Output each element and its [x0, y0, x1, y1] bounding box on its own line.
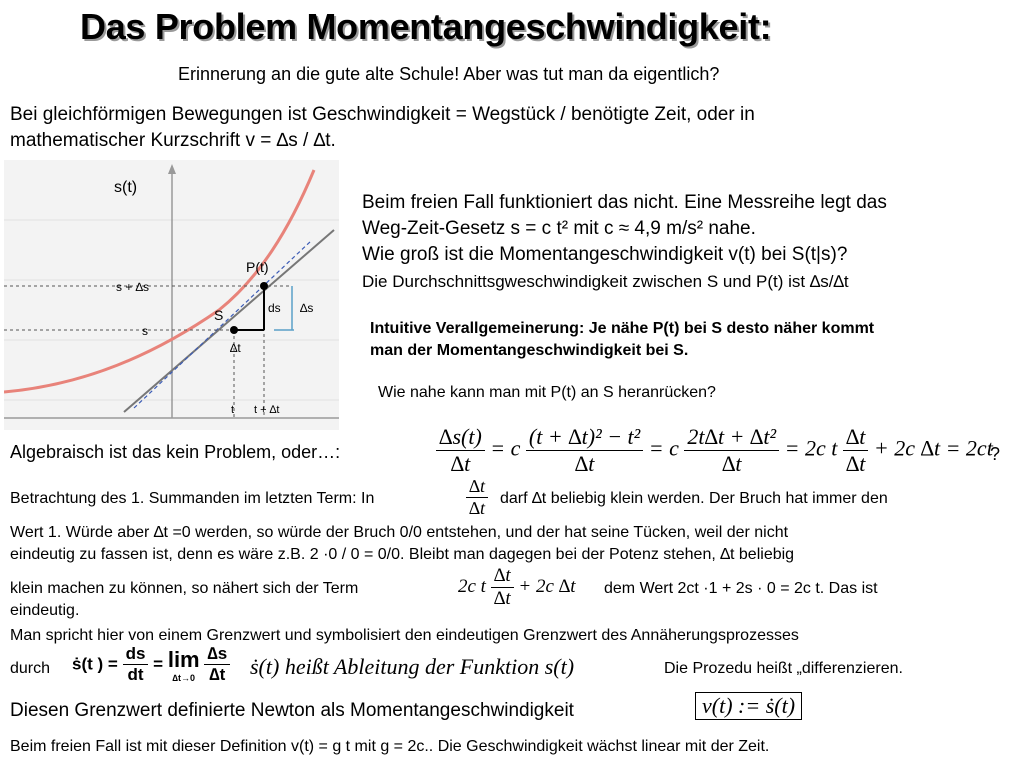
- summand-post: darf ∆t beliebig klein werden. Der Bruch hat immer den: [500, 490, 888, 507]
- graph-ylabel: s(t): [114, 179, 138, 196]
- subtitle: Erinnerung an die gute alte Schule! Aber was tut man da eigentlich?: [178, 64, 720, 84]
- graph-label-ds: ds: [268, 301, 281, 315]
- graph-label-delta-s: ∆s: [300, 301, 314, 315]
- algebra-equation: $\frac{\Delta s(t)}{\Delta t}$ = c $\frac{\text{(t + ∆t)² − t²}}{\Delta t}$ = c $\frac{\text{2t∆t + ∆t²}}{\Delta t}$ = 2c t $\frac{\Delta t}{\Delta t}$ + 2c ∆t = 2ct: [436, 424, 993, 477]
- intro-line-2: mathematischer Kurzschrift v = ∆s / ∆t.: [10, 130, 336, 151]
- algebra-question-mark: ?: [990, 444, 1001, 464]
- algebra-lead: Algebraisch ist das kein Problem, oder…:: [10, 442, 341, 462]
- graph-point-P-label: P(t): [246, 259, 269, 275]
- graph-label-dt: ∆t: [230, 341, 241, 355]
- graph-label-t: t: [231, 404, 235, 416]
- summand-pre: Betrachtung des 1. Summanden im letzten Term: In: [10, 490, 375, 507]
- question-text: Wie nahe kann man mit P(t) an S heranrücken?: [378, 384, 716, 401]
- limit-line-1: Man spricht hier von einem Grenzwert und symbolisiert den eindeutigen Grenzwert des Annäherungsprozesses: [10, 627, 799, 644]
- limit-durch: durch: [10, 660, 51, 677]
- final-statement: Beim freien Fall ist mit dieser Definition v(t) = g t mit g = 2c.. Die Geschwindigkeit wächst linear mit der Zeit.: [10, 738, 770, 755]
- para2-pre: klein machen zu können, so nähert sich der Term: [10, 580, 359, 597]
- graph-label-s-plus-ds: s + ∆s: [116, 280, 150, 294]
- newton-definition-box: v(t) := ṡ(t): [695, 692, 802, 720]
- page-title: Das Problem Momentangeschwindigkeit:: [80, 6, 772, 47]
- intuitive-line-2: man der Momentangeschwindigkeit bei S.: [370, 342, 689, 359]
- limit-heisst: ṡ(t) heißt Ableitung der Funktion s(t): [250, 654, 575, 679]
- intro-line-1: Bei gleichförmigen Bewegungen ist Geschwindigkeit = Wegstück / benötigte Zeit, oder in: [10, 104, 755, 125]
- freefall-line-4: Die Durchschnittsgweschwindigkeit zwischen S und P(t) ist ∆s/∆t: [362, 272, 849, 291]
- point-S: [230, 326, 238, 334]
- para2-term: 2c t $\frac{\Delta t}{\Delta t}$ + 2c ∆t: [458, 565, 576, 609]
- para1-line-2: eindeutig zu fassen ist, denn es wäre z.B. 2 ·0 / 0 = 0/0. Bleibt man dagegen bei der Potenz stehen, ∆t beliebig: [10, 546, 795, 563]
- freefall-line-2: Weg-Zeit-Gesetz s = c t² mit c ≈ 4,9 m/s² nahe.: [362, 218, 756, 239]
- graph-label-s: s: [142, 324, 148, 338]
- graph-point-S-label: S: [214, 307, 224, 323]
- motion-graph: [4, 160, 339, 430]
- point-P: [260, 282, 268, 290]
- freefall-line-1: Beim freien Fall funktioniert das nicht. Eine Messreihe legt das: [362, 192, 887, 213]
- summand-fraction: $\frac{\Delta t}{\Delta t}$: [466, 476, 488, 519]
- para2-line-2: eindeutig.: [10, 602, 80, 619]
- freefall-line-3: Wie groß ist die Momentangeschwindigkeit v(t) bei S(t|s)?: [362, 244, 848, 265]
- para1-line-1: Wert 1. Würde aber ∆t =0 werden, so würde der Bruch 0/0 entstehen, und der hat seine Tücken, weil der nicht: [10, 524, 789, 541]
- limit-procedure: Die Prozedu heißt „differenzieren.: [664, 660, 903, 677]
- para2-post: dem Wert 2ct ·1 + 2s · 0 = 2c t. Das ist: [604, 580, 878, 597]
- newton-text: Diesen Grenzwert definierte Newton als Momentangeschwindigkeit: [10, 700, 574, 721]
- graph-label-t-plus-dt: t + ∆t: [254, 404, 280, 416]
- intuitive-line-1: Intuitive Verallgemeinerung: Je nähe P(t) bei S desto näher kommt: [370, 320, 875, 337]
- limit-formula: ṡ(t ) = $\frac{ds}{dt}$ = lim ∆t→0 $\frac{\Delta s}{\Delta t}$: [72, 644, 230, 685]
